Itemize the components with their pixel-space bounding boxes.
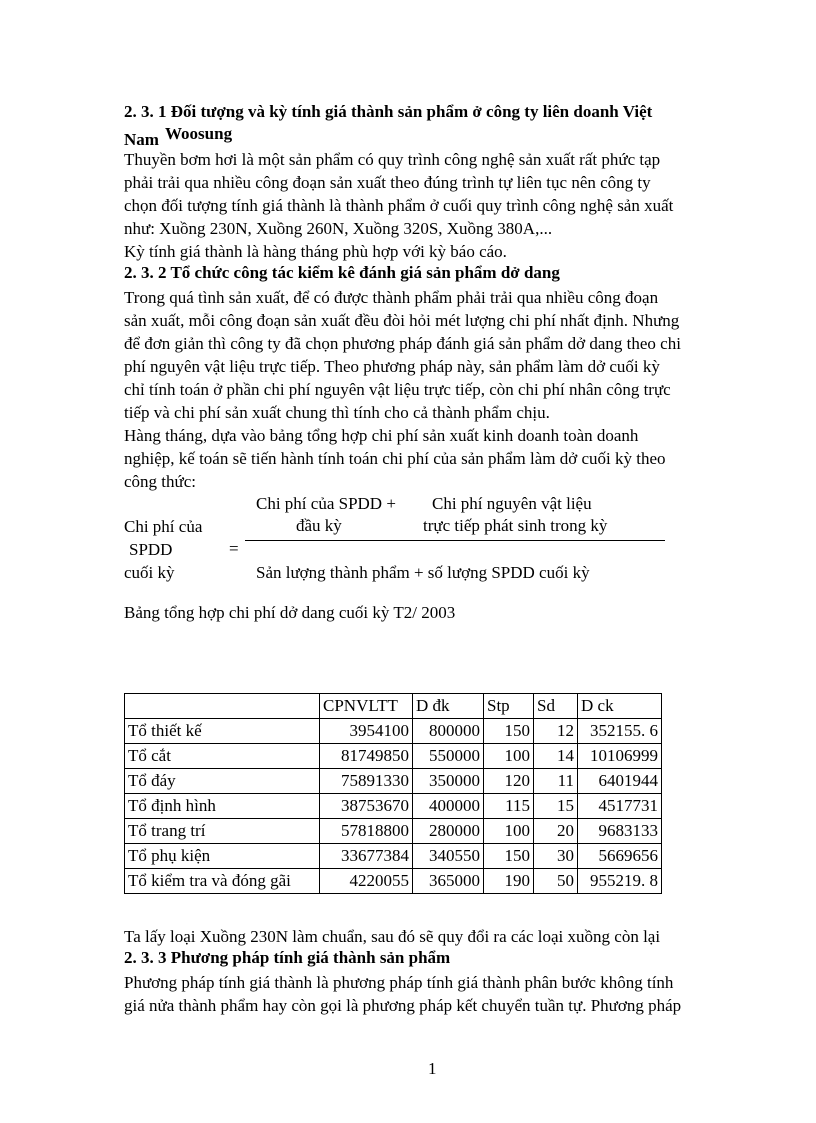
table-cell: 190	[484, 869, 534, 894]
table-row	[125, 769, 662, 794]
table-cell: Tổ trang trí	[125, 819, 320, 844]
table-header-cell: Stp	[484, 694, 534, 719]
table-cell: 150	[484, 719, 534, 744]
table-cell: 365000	[413, 869, 484, 894]
paragraph-line: như: Xuồng 230N, Xuồng 260N, Xuồng 320S, Xuồng 380A,...	[124, 219, 553, 238]
paragraph-line: Ta lấy loại Xuồng 230N làm chuẩn, sau đó sẽ quy đổi ra các loại xuồng còn lại	[124, 927, 661, 946]
table-cell: Tổ cắt	[125, 744, 320, 769]
table-row	[125, 719, 662, 744]
formula-lhs: Chi phí của	[124, 517, 203, 536]
section-heading-2-3-1-company: Woosung	[165, 124, 233, 143]
paragraph-line: phí nguyên vật liệu trực tiếp. Theo phương pháp này, sản phẩm làm dở cuối kỳ	[124, 357, 660, 376]
paragraph-line: sản xuất, mỗi công đoạn sản xuất đều đòi hỏi mét lượng chi phí nhất định. Nhưng	[124, 311, 680, 330]
table-cell: 6401944	[578, 769, 662, 794]
table-row	[125, 794, 662, 819]
table-cell: 120	[484, 769, 534, 794]
table-header-cell: Sd	[534, 694, 578, 719]
table-cell: 800000	[413, 719, 484, 744]
table-header-cell: D đk	[413, 694, 484, 719]
table-header-cell	[125, 694, 320, 719]
section-heading-2-3-2: 2. 3. 2 Tổ chức công tác kiểm kê đánh giá sản phẩm dở dang	[124, 263, 560, 282]
section-heading-2-3-3: 2. 3. 3 Phương pháp tính giá thành sản phẩm	[124, 948, 451, 967]
table-cell: 14	[534, 744, 578, 769]
paragraph-line: Phương pháp tính giá thành là phương pháp tính giá thành phân bước không tính	[124, 973, 674, 992]
table-cell: Tổ phụ kiện	[125, 844, 320, 869]
table-caption: Bảng tổng hợp chi phí dở dang cuối kỳ T2/ 2003	[124, 603, 456, 622]
section-heading-2-3-1: 2. 3. 1 Đối tượng và kỳ tính giá thành sản phẩm ở công ty liên doanh Việt	[124, 102, 653, 121]
formula-numerator-a: Chi phí của SPDD +	[256, 494, 396, 513]
formula-numerator-b: Chi phí nguyên vật liệu	[432, 494, 592, 513]
section-heading-2-3-1-cont: Nam	[124, 130, 159, 149]
table-cell: 340550	[413, 844, 484, 869]
wip-cost-table	[124, 693, 662, 894]
table-cell: 11	[534, 769, 578, 794]
table-cell: 9683133	[578, 819, 662, 844]
table-cell: Tổ đáy	[125, 769, 320, 794]
paragraph-line: phải trải qua nhiều công đoạn sản xuất theo đúng trình tự liên tục nên công ty	[124, 173, 651, 192]
table-cell: 550000	[413, 744, 484, 769]
formula-equals: =	[229, 539, 239, 558]
table-row	[125, 744, 662, 769]
table-cell: 5669656	[578, 844, 662, 869]
paragraph-line: công thức:	[124, 472, 197, 491]
formula-lhs-2: SPDD	[129, 540, 173, 559]
table-cell: 3954100	[320, 719, 413, 744]
page-number: 1	[428, 1059, 437, 1078]
table-header-cell: CPNVLTT	[320, 694, 413, 719]
fraction-bar	[245, 540, 665, 541]
table-cell: Tổ kiểm tra và đóng gãi	[125, 869, 320, 894]
table-cell: 38753670	[320, 794, 413, 819]
paragraph-line: Trong quá tình sản xuất, để có được thành phẩm phải trải qua nhiều công đoạn	[124, 288, 659, 307]
table-cell: 15	[534, 794, 578, 819]
paragraph-line: Kỳ tính giá thành là hàng tháng phù hợp với kỳ báo cáo.	[124, 242, 507, 261]
table-cell: 400000	[413, 794, 484, 819]
table-row	[125, 844, 662, 869]
formula-lhs-3: cuối kỳ	[124, 563, 175, 582]
formula-denominator: Sản lượng thành phẩm + số lượng SPDD cuối kỳ	[256, 563, 590, 582]
table-header-row	[125, 694, 662, 719]
table-cell: 30	[534, 844, 578, 869]
table-cell: 350000	[413, 769, 484, 794]
paragraph-line: chỉ tính toán ở phần chi phí nguyên vật liệu trực tiếp, còn chi phí nhân công trực	[124, 380, 671, 399]
table-cell: 75891330	[320, 769, 413, 794]
table-cell: 150	[484, 844, 534, 869]
table-cell: 33677384	[320, 844, 413, 869]
table-cell: Tổ thiết kế	[125, 719, 320, 744]
paragraph-line: nghiệp, kế toán sẽ tiến hành tính toán chi phí của sản phẩm làm dở cuối kỳ theo	[124, 449, 666, 468]
paragraph-line: Hàng tháng, dựa vào bảng tổng hợp chi phí sản xuất kinh doanh toàn doanh	[124, 426, 639, 445]
table-cell: 57818800	[320, 819, 413, 844]
paragraph-line: tiếp và chi phí sản xuất chung thì tính cho cả thành phẩm chịu.	[124, 403, 550, 422]
table-cell: 115	[484, 794, 534, 819]
table-cell: 12	[534, 719, 578, 744]
table-cell: 4517731	[578, 794, 662, 819]
table-cell: 955219. 8	[578, 869, 662, 894]
paragraph-line: giá nửa thành phẩm hay còn gọi là phương pháp kết chuyển tuần tự. Phương pháp	[124, 996, 682, 1015]
table-cell: 280000	[413, 819, 484, 844]
table-cell: Tổ định hình	[125, 794, 320, 819]
table-header-cell: D ck	[578, 694, 662, 719]
formula-numerator-a-2: đầu kỳ	[296, 516, 342, 535]
paragraph-line: để đơn giản thì công ty đã chọn phương pháp đánh giá sản phẩm dở dang theo chi	[124, 334, 681, 353]
table-cell: 50	[534, 869, 578, 894]
table-cell: 100	[484, 744, 534, 769]
table-row	[125, 869, 662, 894]
formula-numerator-b-2: trực tiếp phát sinh trong kỳ	[423, 516, 608, 535]
table-cell: 4220055	[320, 869, 413, 894]
paragraph-line: Thuyền bơm hơi là một sản phẩm có quy trình công nghệ sản xuất rất phức tạp	[124, 150, 661, 169]
table-cell: 10106999	[578, 744, 662, 769]
table-cell: 81749850	[320, 744, 413, 769]
table-cell: 20	[534, 819, 578, 844]
table-row	[125, 819, 662, 844]
table-cell: 352155. 6	[578, 719, 662, 744]
paragraph-line: chọn đối tượng tính giá thành là thành phẩm ở cuối quy trình công nghệ sản xuất	[124, 196, 674, 215]
table-cell: 100	[484, 819, 534, 844]
